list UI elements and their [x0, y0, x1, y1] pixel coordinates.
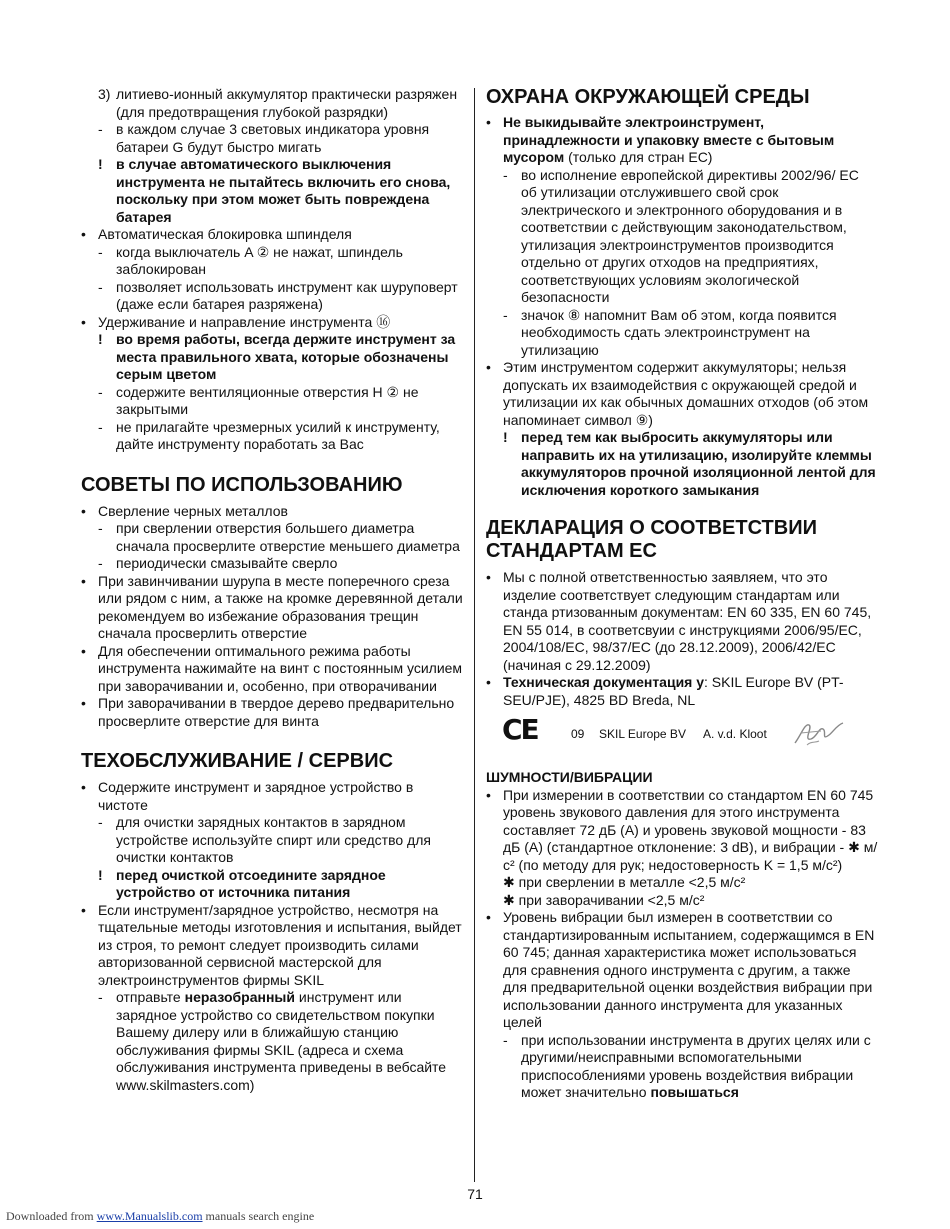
tips-heading: СОВЕТЫ ПО ИСПОЛЬЗОВАНИЮ: [81, 473, 403, 496]
download-footer: Downloaded from www.Manualslib.com manuals search engine: [6, 1209, 315, 1223]
ce-person: A. v.d. Kloot: [703, 727, 767, 741]
list-item: - когда выключатель A ② не нажат, шпиндель заблокирован: [98, 243, 403, 277]
list-item: • Не выкидывайте электроинструмент, принадлежности и упаковку вместе с бытовым мусором (только для стран ЕС): [486, 114, 835, 165]
list-item: - при сверлении отверстия большего диаметра сначала просверлите отверстие меньшего диаметра: [98, 520, 460, 554]
list-item: ! в случае автоматического выключения инструмента не пытайтесь включить его снова, поскольку при этом может быть повреждена батарея: [98, 156, 451, 225]
list-item: ! перед тем как выбросить аккумуляторы или направить их на утилизацию, изолируйте клеммы аккумуляторов прочной изоляционной лентой для исключения короткого замыкания: [503, 429, 876, 498]
list-item: ! перед очисткой отсоедините зарядное устройство от источника питания: [98, 866, 386, 900]
list-item: • Если инструмент/зарядное устройство, несмотря на тщательные методы изготовления и испытания, выйдет из строя, то ремонт следует производить силами авторизованной сервисной мастерской для электроинструментов фирмы SKIL: [81, 901, 462, 988]
list-item: • Для обеспечении оптимального режима работы инструмента нажимайте на винт с постоянным усилием при заворачивании и, особенно, при отворачивании: [81, 642, 463, 694]
declaration-heading: ДЕКЛАРАЦИЯ О СООТВЕТСТВИИ СТАНДАРТАМ ЕС: [486, 517, 817, 562]
list-item: - во исполнение европейской директивы 2002/96/ ЕС об утилизации отслужившего свой срок электрического и электронного оборудования и в соответствии с действующим законодательством, утилизация электроинструментов производится отдельно от других отходов на предприятиях, соответствующих условиям экологической безопасности: [503, 166, 859, 305]
service-heading: ТЕХОБСЛУЖИВАНИЕ / СЕРВИС: [81, 750, 394, 772]
ce-company: SKIL Europe BV: [599, 727, 686, 741]
list-item: • Техническая документация у: SKIL Europe BV (PT-SEU/PJE), 4825 BD Breda, NL: [486, 674, 844, 708]
list-item: ✱ при заворачивании <2,5 м/с²: [503, 891, 705, 908]
ce-declaration-row: [486, 715, 878, 755]
list-item: • При заворачивании в твердое дерево предварительно просверлите отверстие для винта: [81, 695, 455, 729]
list-item: - не прилагайте чрезмерных усилий к инструменту, дайте инструменту поработать за Вас: [98, 418, 440, 452]
list-item: - при использовании инструмента в других целях или с другими/неисправными вспомогательными приспособлениями уровень воздействия вибрации может значительно повышаться: [503, 1031, 871, 1100]
signature-icon: [791, 715, 847, 749]
list-item: - периодически смазывайте сверло: [98, 555, 338, 571]
list-item: 3) литиево-ионный аккумулятор практически разряжен (для предотвращения глубокой разрядки): [98, 86, 458, 120]
list-item: • Содержите инструмент и зарядное устройство в чистоте: [81, 779, 414, 813]
list-item: • Мы с полной ответственностью заявляем, что это изделие соответствует следующим стандартам или станда ртизованным документам: EN 60 335, EN 60 745, EN 55 014, в соответсвуии с инструкциями 2006/95/EC, 2004/108/EC, 98/37/EC (до 28.12.2009), 2006/42/EC (начиная с 29.12.2009): [486, 569, 872, 673]
left-intro-list: [81, 86, 466, 454]
ce-year: 09: [571, 727, 585, 741]
page-number: 71: [467, 1186, 483, 1202]
list-item: • Уровень вибрации был измерен в соответствии со стандартизированным испытанием, содержащимся в EN 60 745; данная характеристика может использоваться для сравнения одного инструмента с другим, а также для предварительной оценки воздействия вибрации при использовании данного инструмента для указанных целей: [486, 909, 875, 1030]
right-column: [486, 86, 878, 1102]
list-item: - значок ⑧ напомнит Вам об этом, когда появится необходимость сдать электроинструмент на утилизацию: [503, 306, 837, 358]
service-list: [81, 779, 466, 989]
list-item: • Сверление черных металлов: [81, 502, 288, 519]
list-item: • Автоматическая блокировка шпинделя: [81, 226, 352, 242]
list-item: • При измерении в соответствии со стандартом EN 60 745 уровень звукового давления для этого инструмента составляет 72 дБ (A) и уровень звуковой мощности - 83 дБ (A) (стандартное отклонение: 3 dB), и вибрации - ✱ м/с² (по методу для рук; недостоверность K = 1,5 м/с²): [486, 786, 878, 873]
list-item: ! во время работы, всегда держите инструмент за места правильного хвата, которые обозначены серым цветом: [98, 331, 456, 382]
list-item: • Удерживание и направление инструмента ⑯: [81, 313, 391, 330]
list-item: - позволяет использовать инструмент как шуруповерт (даже если батарея разряжена): [98, 278, 458, 312]
list-item: - отправьте неразобранный инструмент или зарядное устройство со свидетельством покупки Вашему дилеру или в ближайшую станцию обслуживания фирмы SKIL (адреса и схема обслуживания инструмента приведены в вебсайте www.skilmasters.com): [98, 989, 447, 1093]
list-item: - для очистки зарядных контактов в зарядном устройстве используйте спирт или средство для очистки контактов: [98, 814, 431, 865]
noise-heading: ШУМНОСТИ/ВИБРАЦИИ: [486, 769, 653, 785]
manualslib-link[interactable]: www.Manualslib.com: [96, 1209, 203, 1223]
column-divider: [474, 88, 475, 1182]
list-item: ✱ при сверлении в металле <2,5 м/с²: [503, 874, 746, 890]
environment-list: [486, 167, 878, 500]
list-item: • При завинчивании шурупа в месте поперечного среза или рядом с ним, а также на кромке деревянной детали рекомендуем во избежание образования трещин сначала просверлить отверстие: [81, 572, 463, 641]
ce-mark-icon: CE: [502, 713, 538, 746]
list-item: - содержите вентиляционные отверстия H ② не закрытыми: [98, 383, 419, 417]
left-column: [81, 86, 466, 1094]
tips-list: [81, 503, 466, 731]
list-item: • Этим инструментом содержит аккумуляторы; нельзя допускать их взаимодействия с окружающей средой и утилизации их как обычных домашних отходов (об этом напоминает символ ⑨): [486, 359, 869, 428]
star-icon: ✱: [503, 874, 519, 890]
environment-heading: ОХРАНА ОКРУЖАЮЩЕЙ СРЕДЫ: [486, 86, 810, 108]
star-icon: ✱: [503, 891, 519, 908]
list-item: - в каждом случае 3 световых индикатора уровня батареи G будут быстро мигать: [98, 121, 430, 155]
